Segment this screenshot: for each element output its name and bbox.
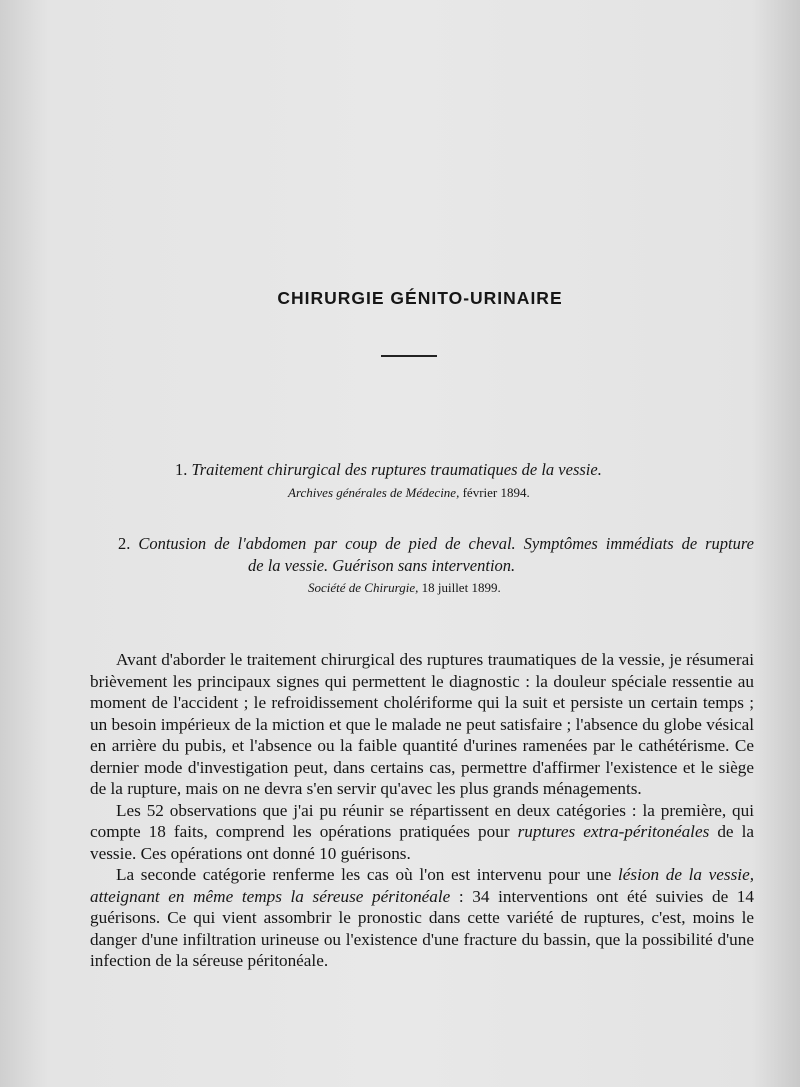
paragraph-3-text-a: La seconde catégorie renferme les cas où l'on est intervenu pour une [116,865,619,884]
paragraph-3 [90,864,754,972]
reference-1-number: 1. [175,460,188,479]
reference-2-number: 2. [118,534,131,553]
paragraph-2-emphasis: ruptures extra-péritonéales [517,822,710,841]
reference-2-journal: Société de Chirurgie, [308,580,419,595]
reference-2-title-line-2: de la vessie. Guérison sans intervention. [248,556,516,575]
paragraph-2 [90,800,754,865]
reference-2-line-1 [118,533,754,555]
reference-1-title-text: Traitement chirurgical des ruptures traumatiques de la vessie. [191,460,602,479]
reference-1-title [175,460,602,480]
paragraph-3-text-b: : 34 interventions ont été suivies de 14 guérisons. Ce qui vient assombrir le pronostic dans cette variété de ruptures, c'est, moins le danger d'une infiltration urineuse ou l'existence d'une fracture du bassin, que la possibilité d'une infection de la séreuse péritonéale. [90,886,754,970]
reference-1-journal: Archives générales de Médecine, [288,485,460,500]
body-text [90,649,754,972]
heading-rule [381,355,437,357]
reference-2-source [308,580,501,596]
paragraph-2-text-a: Les 52 observations que j'ai pu réunir se répartissent en deux catégories : la première, qui compte 18 faits, comprend les opérations pratiquées pour [90,800,754,841]
reference-2-date: 18 juillet 1899. [421,580,501,595]
reference-2-title-line-1: Contusion de l'abdomen par coup de pied de cheval. Symptômes immédiats de rupture [138,534,754,553]
reference-1-date: février 1894. [462,485,530,500]
paragraph-1: Avant d'aborder le traitement chirurgical des ruptures traumatiques de la vessie, je résumerai brièvement les principaux signes qui permettent le diagnostic : la douleur spéciale ressentie au moment de l'accident ; le refroidissement cholériforme qui la suit et persiste un certain temps ; un besoin impérieux de la miction et que le malade ne peut satisfaire ; l'absence du globe vésical en arrière du pubis, et l'absence ou la faible quantité d'urines ramenées par le cathétérisme. Ce dernier mode d'investigation peut, dans certains cas, permettre d'affirmer l'existence et le siège de la rupture, mais on ne devra s'en servir qu'avec les plus grands ménagements. [90,650,754,798]
reference-1-source [288,485,530,501]
section-heading: CHIRURGIE GÉNITO-URINAIRE [277,288,563,308]
reference-2-title [118,533,754,577]
paragraph-3-emphasis: lésion de la vessie, atteignant en même temps la séreuse péritonéale [90,865,754,906]
paragraph-2-text-b: de la vessie. Ces opérations ont donné 10 guérisons. [90,822,754,863]
